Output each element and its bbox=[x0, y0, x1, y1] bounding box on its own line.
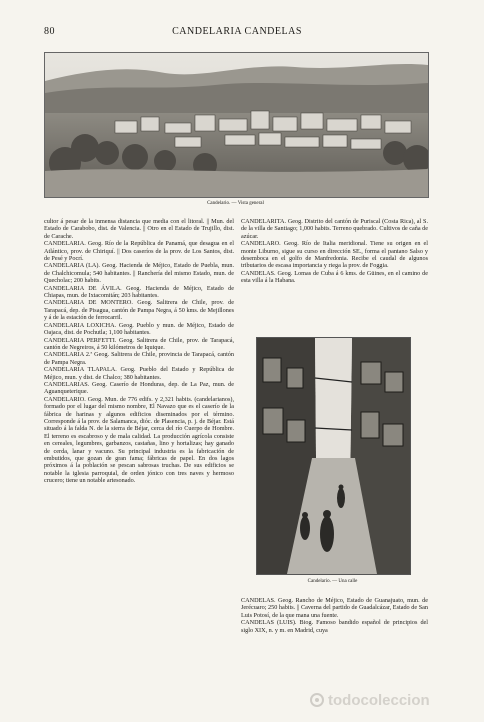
entry-paragraph: CANDELAS. Geog. Rancho de Méjico, Estado de Guanajuato, mun. de Jerécuaro; 250 habits. || Caverna del partido de Guadalcázar, Estado de San Luis Potosí, de la que mana una fuente. bbox=[241, 597, 428, 619]
left-column bbox=[44, 218, 234, 485]
page-header bbox=[44, 26, 430, 40]
running-head: CANDELARIA CANDELAS bbox=[172, 26, 302, 37]
entry-paragraph: CANDELARIA TLAPALA. Geog. Pueblo del Estado y República de Méjico, mun. y dist. de Chalco; 380 habitantes. bbox=[44, 366, 234, 381]
street-photo-caption: Candelario. — Una calle bbox=[307, 579, 358, 584]
entry-paragraph: cultor á pesar de la inmensa distancia que media con el litoral. || Mun. del Estado de Carabobo, dist. de Valencia. || Otro en el Estado de Trujillo, dist. de Carache. bbox=[44, 218, 234, 240]
entry-paragraph: CANDELARIA DE MONTERO. Geog. Salitrera de Chile, prov. de Tarapacá, dep. de Pisagua, cantón de Pampa Negra, á 50 kms. de Mejillones y á de la estación de ferrocarril. bbox=[44, 299, 234, 322]
right-column-bottom bbox=[241, 597, 428, 634]
entry-paragraph: CANDELARIA PERFETTI. Geog. Salitrera de Chile, prov. de Tarapacá, cantón de Negreiros, á 50 kilómetros de Iquique. bbox=[44, 336, 234, 351]
watermark-logo-icon bbox=[310, 693, 324, 707]
watermark bbox=[310, 688, 440, 712]
entry-paragraph: CANDELARIA 2.ª Geog. Salitrera de Chile, provincia de Tarapacá, cantón de Pampa Negra. bbox=[44, 351, 234, 366]
entry-paragraph: CANDELARIA DE ÁVILA. Geog. Hacienda de Méjico, Estado de Chiapas, mun. de Ixtacomitán; 203 habitantes. bbox=[44, 284, 234, 300]
entry-paragraph: CANDELARO. Geog. Río de Italia meridional. Tiene su origen en el monte Liburno, sigue su curso en dirección SE., forma el pantano Salso y desemboca en el golfo de Manfredonia. Recibe el caudal de algunos tributarios de escasa importancia y riega la prov. de Foggia. bbox=[241, 240, 428, 270]
entry-paragraph: CANDELARIAS. Geog. Caserío de Honduras, dep. de La Paz, mun. de Aguanqueterique. bbox=[44, 380, 234, 396]
page-number: 80 bbox=[44, 26, 55, 37]
entry-paragraph: CANDELARITA. Geog. Distrito del cantón de Puriscal (Costa Rica), al S. de la villa de Santiago; 1,000 habits. Terreno quebrado. Cultivos de caña de azúcar. bbox=[241, 218, 428, 240]
right-column-top bbox=[241, 218, 428, 285]
entry-paragraph: CANDELARIA LOXICHA. Geog. Pueblo y mun. de Méjico, Estado de Oajaca, dist. de Pochutla; 1,100 habitantes. bbox=[44, 321, 234, 337]
candelario-general-view-photo bbox=[44, 52, 429, 198]
watermark-text: todocoleccion bbox=[328, 691, 430, 709]
candelario-street-photo bbox=[256, 337, 411, 575]
entry-paragraph: CANDELAS (LUIS). Biog. Famoso bandido español de principios del siglo XIX, n. y m. en Madrid, cuya bbox=[241, 619, 428, 634]
entry-paragraph: CANDELARIA (LA). Geog. Hacienda de Méjico, Estado de Puebla, mun. de Chalchicomula; 540 habitantes. || Ranchería del mismo Estado, mun. de Quecholac; 200 habits. bbox=[44, 262, 234, 285]
entry-paragraph: CANDELAS. Geog. Lomas de Cuba á 6 kms. de Güines, en el camino de esta villa á la Habana. bbox=[241, 269, 428, 285]
entry-paragraph: CANDELARIO. Geog. Mun. de 776 edifs. y 2,321 habits. (candelarianos), formado por el lugar del mismo nombre, El Navazo que es el caserío de la fábrica de harinas y algunos edificios diseminados por el término. Corresponde á la prov. de Salamanca, dióc. de Plasencia, p. j. de Béjar. Está situado á la falda N. de la sierra de Béjar, cerca del río Cuerpo de Hombre. El terreno es escabroso y de mala calidad. La producción agrícola consiste en cereales, legumbres, garbanzos, castañas, lino y hortalizas; hay ganado de cerda, lanar y vacuno. Su principal industria es la fabricación de embutidos, que gozan de gran fama; fábricas de papel. En dos lagos próximos á la población se pescan sabrosas truchas. De sus edificios se notable la iglesia parroquial, de orden jónico con tres naves y hermoso crucero; tiene un notable artesonado. bbox=[44, 395, 234, 485]
entry-paragraph: CANDELARIA. Geog. Río de la República de Panamá, que desagua en el Atlántico, prov. de Chiriquí. || Dos caseríos de la prov. de Los Santos, dist. de Pesé y Pocrí. bbox=[44, 240, 234, 263]
top-photo-caption: Candelario. — Vista general bbox=[207, 201, 264, 206]
